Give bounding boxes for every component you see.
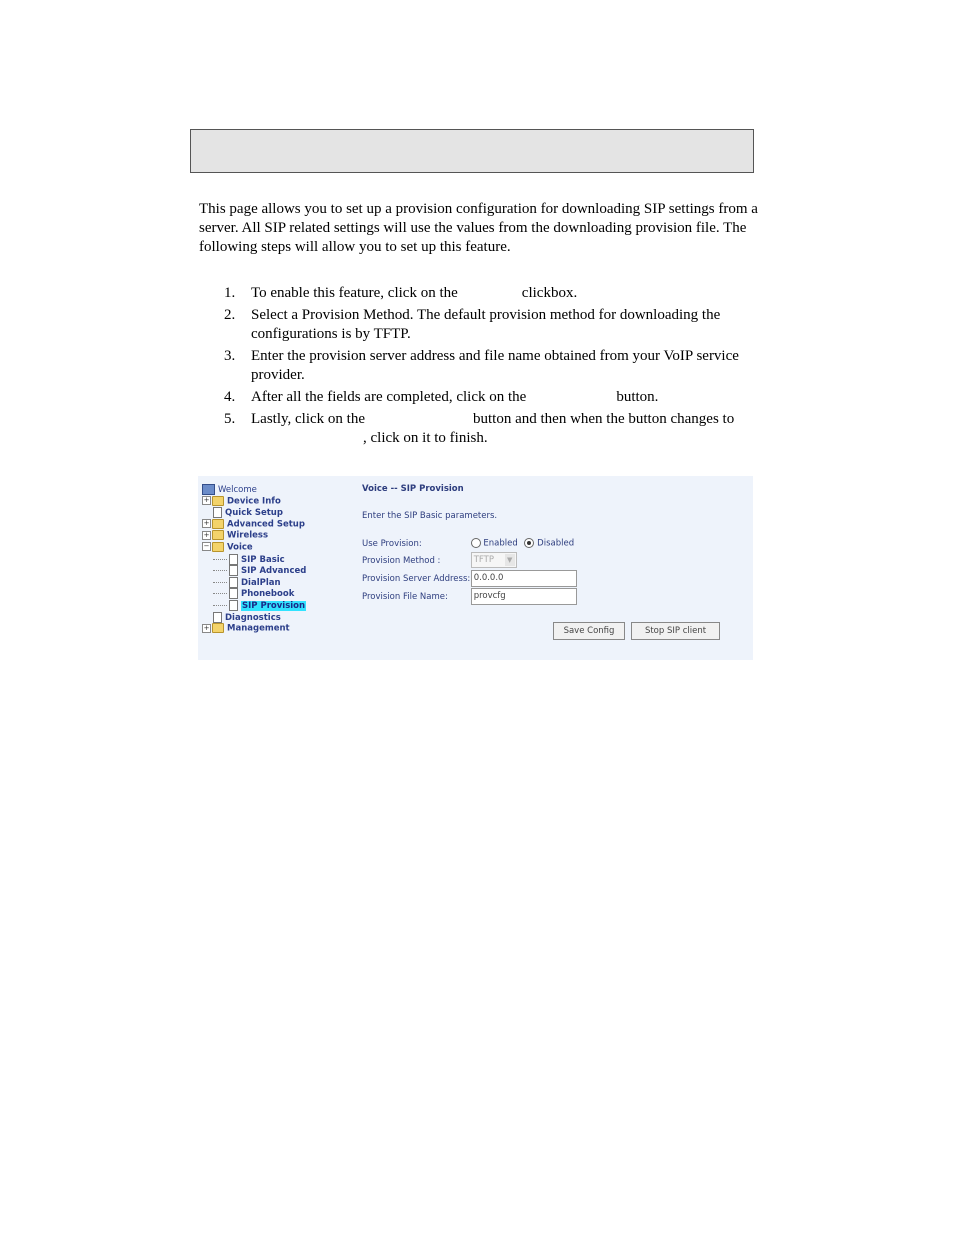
method-label: Provision Method : (362, 555, 441, 566)
disabled-radio[interactable] (524, 538, 534, 548)
server-row (362, 570, 577, 587)
step-number: 4. (224, 389, 236, 405)
page-icon (229, 554, 238, 565)
step-item (199, 347, 759, 385)
form-title: Voice -- SIP Provision (362, 484, 464, 494)
form-description: Enter the SIP Basic parameters. (362, 511, 498, 521)
step-text: Lastly, click on the (251, 411, 365, 427)
stop-sip-client-button[interactable]: Stop SIP client (631, 622, 720, 640)
monitor-icon (202, 484, 215, 495)
step-text: After all the fields are completed, click on the (251, 389, 527, 405)
step-text: button and then when the button changes to (473, 411, 735, 427)
page-icon (229, 600, 238, 611)
step-number: 1. (224, 285, 236, 301)
step-text: button. (616, 389, 659, 405)
page-icon (229, 577, 238, 588)
tree-item-welcome[interactable]: Welcome (202, 484, 306, 496)
folder-icon (212, 530, 224, 540)
tree-item-quick-setup[interactable]: Quick Setup (202, 507, 306, 519)
server-address-input[interactable]: 0.0.0.0 (471, 570, 577, 587)
provision-method-select[interactable]: TFTP ▼ (471, 552, 517, 568)
chevron-down-icon: ▼ (505, 554, 515, 566)
file-row (362, 588, 577, 605)
method-row (362, 552, 517, 568)
steps-list (199, 284, 759, 451)
tree-item-sip-advanced[interactable]: SIP Advanced (202, 565, 306, 577)
expand-icon[interactable]: + (203, 519, 210, 528)
provision-form (362, 484, 575, 602)
file-name-input[interactable]: provcfg (471, 588, 577, 605)
expand-icon[interactable]: + (203, 496, 210, 505)
tree-item-wireless[interactable]: + Wireless (203, 530, 269, 541)
page-icon (213, 507, 222, 518)
tree-item-advanced-setup[interactable]: + Advanced Setup (203, 519, 305, 530)
step-number: 2. (224, 307, 236, 323)
sip-provision-screenshot (198, 476, 753, 660)
step-text: clickbox. (521, 285, 578, 301)
folder-open-icon (212, 542, 224, 552)
step-item (199, 284, 759, 303)
intro-paragraph: This page allows you to set up a provision configuration for downloading SIP settings from a server. All SIP related settings will use the values from the downloading provision file. The following steps will allow you to set up this feature. (199, 201, 758, 255)
use-provision-row (362, 538, 574, 549)
tree-item-management[interactable]: + Management (203, 623, 290, 634)
enabled-radio[interactable] (471, 538, 481, 548)
disabled-radio-label: Disabled (537, 538, 575, 549)
file-label: Provision File Name: (362, 592, 448, 602)
tree-item-dialplan[interactable]: DialPlan (202, 577, 306, 589)
step-text: To enable this feature, click on the (251, 285, 458, 301)
enabled-radio-label: Enabled (483, 538, 518, 549)
step-item (199, 410, 759, 448)
step-item (199, 388, 759, 407)
folder-icon (212, 623, 224, 633)
step-number: 3. (224, 348, 236, 364)
folder-icon (212, 496, 224, 506)
expand-icon[interactable]: + (203, 530, 210, 539)
tree-item-voice[interactable]: − Voice (203, 542, 253, 553)
step-text: Select a Provision Method. The default provision method for downloading the configurations is by TFTP. (251, 307, 721, 342)
nav-tree (202, 484, 306, 635)
tree-item-sip-basic[interactable]: SIP Basic (202, 554, 306, 566)
collapse-icon[interactable]: − (203, 542, 210, 551)
tree-item-phonebook[interactable]: Phonebook (202, 588, 306, 600)
tree-item-device-info[interactable]: + Device Info (203, 496, 281, 507)
server-label: Provision Server Address: (362, 574, 471, 584)
section-header-box (190, 129, 754, 173)
step-text: , click on it to finish. (363, 430, 488, 446)
step-number: 5. (224, 411, 236, 427)
use-provision-label: Use Provision: (362, 538, 422, 549)
page-icon (229, 588, 238, 599)
tree-item-sip-provision[interactable]: SIP Provision (202, 600, 306, 612)
folder-icon (212, 519, 224, 529)
page-icon (213, 612, 222, 623)
expand-icon[interactable]: + (203, 623, 210, 632)
page-icon (229, 565, 238, 576)
tree-item-diagnostics[interactable]: Diagnostics (202, 612, 306, 624)
step-text: Enter the provision server address and file name obtained from your VoIP service provider. (251, 348, 739, 383)
step-item (199, 306, 759, 344)
save-config-button[interactable]: Save Config (553, 622, 625, 640)
